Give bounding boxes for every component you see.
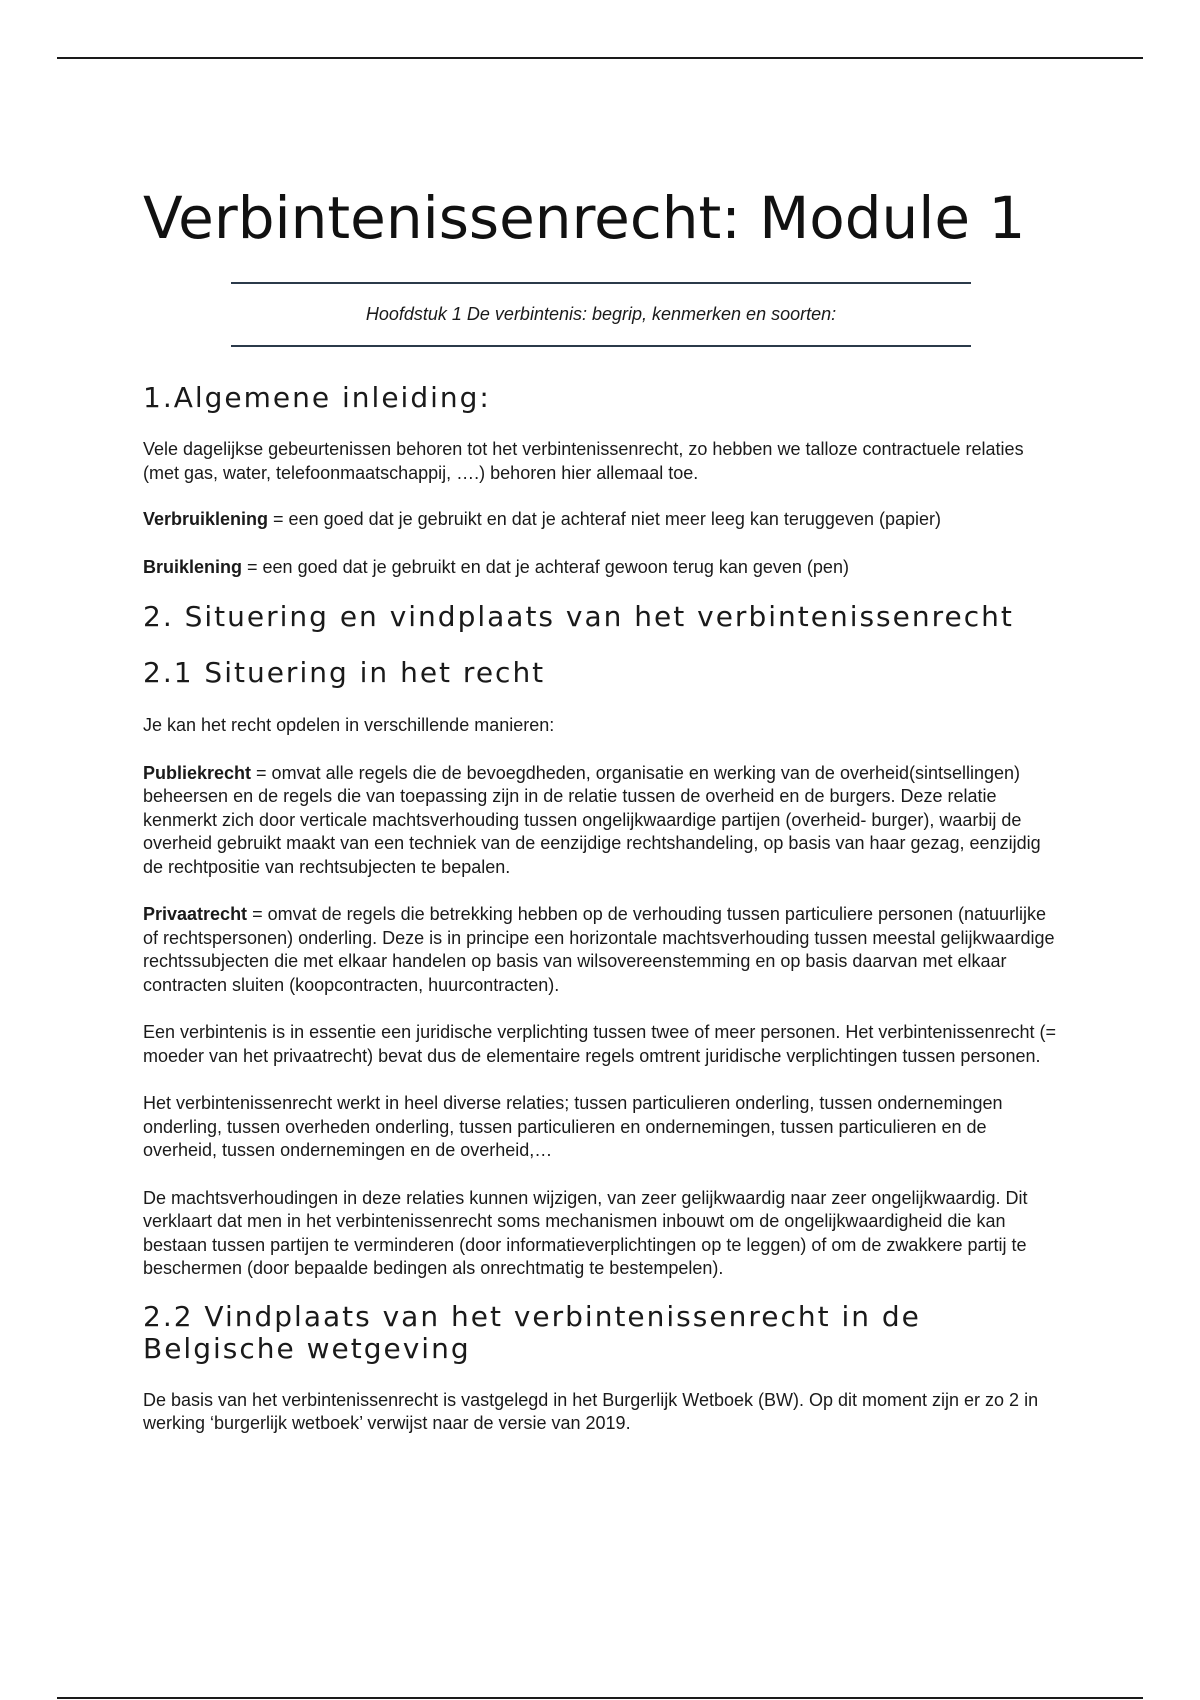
- definition-publiekrecht: [143, 762, 1063, 880]
- definition-bruiklening: [143, 556, 1063, 580]
- definition-text: = een goed dat je gebruikt en dat je achteraf gewoon terug kan geven (pen): [242, 556, 849, 577]
- subtitle-block: [231, 282, 971, 347]
- definition-text: = een goed dat je gebruikt en dat je achteraf niet meer leeg kan teruggeven (papier): [268, 509, 941, 529]
- definition-verbruiklening: [143, 508, 1063, 532]
- term-publiekrecht: Publiekrecht: [143, 762, 252, 783]
- page-top-rule: [57, 57, 1143, 59]
- paragraph-recht-opdelen: Je kan het recht opdelen in verschillende manieren:: [143, 715, 555, 735]
- definition-text: = omvat de regels die betrekking hebben op de verhouding tussen particuliere personen (natuurlijke of rechtspersonen) onderling. Deze is in principe een horizontale machtsverhouding tussen meestal gelijkwaardige rechtssubjecten die met elkaar handelen op basis van wilsovereenstemming en op basis daarvan met elkaar contracten sluiten (koopcontracten, huurcontracten).: [143, 904, 1055, 995]
- definition-privaatrecht: [143, 903, 1063, 997]
- document-body: [143, 180, 1063, 1436]
- definition-text: = omvat alle regels die de bevoegdheden, organisatie en werking van de overheid(sintsellingen) beheersen en de regels die van toepassing zijn in de relatie tussen de overheid en de burgers. Deze relatie kenmerkt zich door verticale machtsverhouding tussen ongelijkwaardige partijen (overheid- burger), waarbij de overheid gebruikt maakt van een techniek van de eenzijdige rechtshandeling, op basis van haar gezag, eenzijdig de rechtpositie van rechtsubjecten te bepalen.: [143, 762, 1041, 877]
- page-bottom-rule: [57, 1697, 1143, 1699]
- term-privaatrecht: Privaatrecht: [143, 904, 248, 924]
- section-heading-situering-vindplaats: 2. Situering en vindplaats van het verbintenissenrecht: [143, 600, 1014, 633]
- document-title: Verbintenissenrecht: Module 1: [143, 184, 1026, 252]
- subtitle: Hoofdstuk 1 De verbintenis: begrip, kenmerken en soorten:: [365, 304, 837, 324]
- term-bruiklening: Bruiklening: [143, 556, 243, 577]
- paragraph-burgerlijk-wetboek: De basis van het verbintenissenrecht is vastgelegd in het Burgerlijk Wetboek (BW). Op dit moment zijn er zo 2 in werking ‘burgerlijk wetboek’ verwijst naar de versie van 2019.: [143, 1389, 1039, 1433]
- section-heading-vindplaats-belgische-wetgeving: 2.2 Vindplaats van het verbintenissenrecht in de Belgische wetgeving: [143, 1299, 921, 1365]
- paragraph-machtsverhoudingen: De machtsverhoudingen in deze relaties kunnen wijzigen, van zeer gelijkwaardig naar zeer ongelijkwaardig. Dit verklaart dat men in het verbintenissenrecht soms mechanismen inbouwt om de ongelijkwaardigheid die kan bestaan tussen partijen te verminderen (door informatieverplichtingen op te leggen) of om de zwakkere partij te beschermen (door bepaalde bedingen als onrechtmatig te bestempelen).: [143, 1187, 1028, 1278]
- subtitle-bottom-rule: [231, 345, 971, 347]
- paragraph-intro: Vele dagelijkse gebeurtenissen behoren tot het verbintenissenrecht, zo hebben we talloze contractuele relaties (met gas, water, telefoonmaatschappij, ….) behoren hier allemaal toe.: [143, 439, 1024, 483]
- section-heading-situering-recht: 2.1 Situering in het recht: [143, 656, 546, 689]
- section-heading-algemene-inleiding: 1.Algemene inleiding:: [143, 381, 491, 414]
- paragraph-relaties: Het verbintenissenrecht werkt in heel diverse relaties; tussen particulieren onderling, tussen ondernemingen onderling, tussen overheden onderling, tussen particulieren en ondernemingen, tussen particulieren en de overheid, tussen ondernemingen en de overheid,…: [143, 1093, 1003, 1160]
- term-verbruiklening: Verbruiklening: [143, 509, 269, 529]
- paragraph-verbintenis: Een verbintenis is in essentie een juridische verplichting tussen twee of meer personen. Het verbintenissenrecht (= moeder van het privaatrecht) bevat dus de elementaire regels omtrent juridische verplichtingen tussen personen.: [143, 1022, 1056, 1066]
